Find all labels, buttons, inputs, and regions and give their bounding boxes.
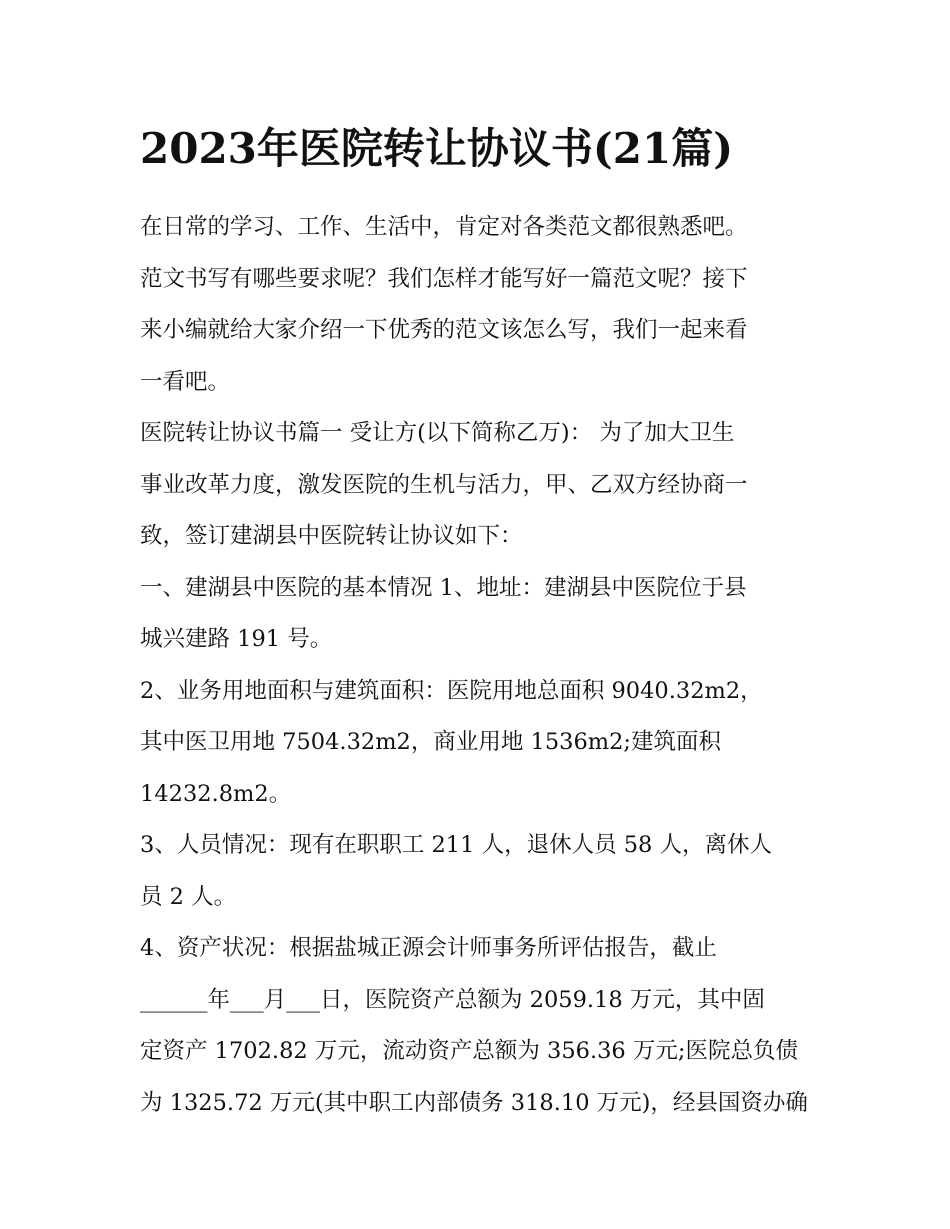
land-area-paragraph xyxy=(140,666,812,821)
text-line: 医院转让协议书篇一 受让方(以下简称乙万)： 为了加大卫生 xyxy=(140,420,735,446)
text-line: 来小编就给大家介绍一下优秀的范文该怎么写，我们一起来看 xyxy=(140,317,748,343)
text-line: 3、人员情况：现有在职职工 211 人，退休人员 58 人，离休人 xyxy=(140,832,773,858)
document-body xyxy=(140,202,812,1129)
text-line: 一看吧。 xyxy=(140,368,231,395)
text-line: 事业改革力度，激发医院的生机与活力，甲、乙双方经协商一 xyxy=(140,471,748,498)
document-page xyxy=(140,0,812,1129)
text-line: 14232.8m2。 xyxy=(140,780,292,807)
text-line: 一、建湖县中医院的基本情况 1、地址：建湖县中医院位于县 xyxy=(140,574,747,601)
intro-paragraph xyxy=(140,202,812,408)
text-line: 致，签订建湖县中医院转让协议如下： xyxy=(140,523,523,549)
assets-paragraph xyxy=(140,923,812,1129)
preamble-paragraph xyxy=(140,408,812,563)
text-line: 定资产 1702.82 万元，流动资产总额为 356.36 万元;医院总负债 xyxy=(140,1038,798,1064)
text-line: 在日常的学习、工作、生活中，肯定对各类范文都很熟悉吧。 xyxy=(140,214,748,240)
text-line: 为 1325.72 万元(其中职工内部债务 318.10 万元)，经县国资办确 xyxy=(140,1089,808,1116)
staff-paragraph xyxy=(140,820,812,923)
text-line: 其中医卫用地 7504.32m2，商业用地 1536m2;建筑面积 xyxy=(140,729,721,755)
text-line: 员 2 人。 xyxy=(140,883,237,910)
section-basic-info-paragraph xyxy=(140,563,812,666)
text-line: 范文书写有哪些要求呢？我们怎样才能写好一篇范文呢？接下 xyxy=(140,265,748,292)
text-line: 4、资产状况：根据盐城正源会计师事务所评估报告，截止 xyxy=(140,935,717,961)
text-line: ______年___月___日，医院资产总额为 2059.18 万元，其中固 xyxy=(140,986,765,1013)
text-line: 2、业务用地面积与建筑面积：医院用地总面积 9040.32m2， xyxy=(140,677,763,704)
text-line: 城兴建路 191 号。 xyxy=(140,626,333,652)
document-title: 2023年医院转让协议书(21篇) xyxy=(140,124,734,173)
